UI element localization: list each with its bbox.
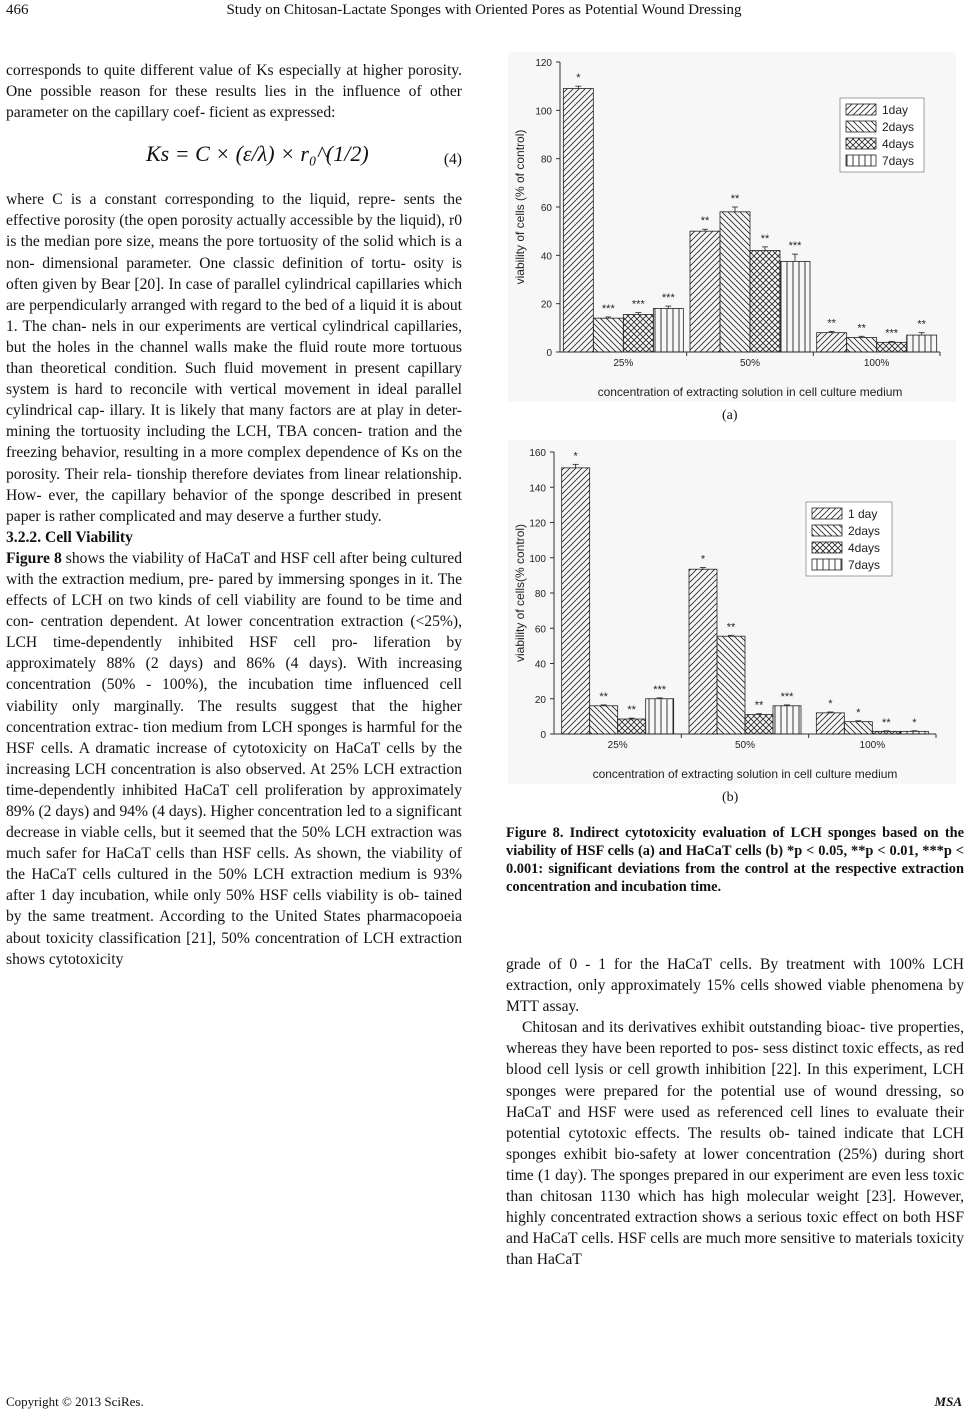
bar — [720, 212, 750, 352]
y-tick-label: 140 — [529, 483, 546, 495]
paragraph: grade of 0 - 1 for the HaCaT cells. By treatment with 100% LCH extraction, only approximately 15% cells showed viable phenomena by MTT assay. — [506, 956, 964, 1016]
significance-label: * — [573, 450, 578, 463]
significance-label: *** — [653, 683, 667, 696]
figure-8b-chart — [508, 440, 956, 784]
bar — [900, 731, 928, 734]
legend-swatch — [812, 559, 842, 570]
figure-caption: Figure 8. Indirect cytotoxicity evaluation of LCH sponges based on the viability of HSF cells (a) and HaCaT cells (b) *p < 0.05, **p < 0.01, ***p < 0.001: significant deviations from the control at the respective extraction concentration and incubation time. — [506, 825, 964, 895]
significance-label: *** — [780, 690, 794, 703]
legend-label: 1 day — [848, 507, 878, 521]
paragraph: Chitosan and its derivatives exhibit outstanding bioac- tive properties, whereas they have been reported to pos- sess distinct toxic effects, as red blood cell lysis or cell growth inhibition [22]. In this experiment, LCH sponges were prepared for the potential use of wound dressing, so HaCaT and HSF were used as referenced cell lines to evaluate their potential cytotoxic effects. The results ob- tained indicate that LCH sponges exhibit bio-safety at lower concentration (25%) during short time (1 day). The sponges prepared in our experiment are even less toxic than chitosan 1130 which has high molecular weight [23]. However, highly concentrated extraction shows a serious toxic effect on both HSF and HaCaT cells. HSF cells are much more sensitive to materials toxicity than HaCaT — [506, 1019, 964, 1269]
bar — [847, 338, 877, 353]
legend-label: 2days — [848, 524, 881, 538]
bar — [618, 719, 646, 734]
significance-label: *** — [601, 302, 615, 315]
y-tick-label: 100 — [535, 106, 552, 118]
significance-label: *** — [631, 298, 645, 311]
bar — [717, 636, 745, 734]
significance-label: * — [856, 706, 861, 719]
copyright: Copyright © 2013 SciRes. — [6, 1394, 144, 1409]
bar — [750, 251, 780, 353]
x-tick-label: 100% — [859, 740, 886, 751]
y-tick-label: 60 — [540, 203, 552, 214]
significance-label: * — [912, 716, 917, 729]
y-tick-label: 20 — [540, 299, 552, 311]
bar — [817, 333, 847, 352]
bar — [593, 318, 623, 352]
legend-swatch — [812, 525, 842, 536]
bar — [689, 569, 717, 734]
significance-label: ** — [882, 716, 891, 729]
bar — [872, 731, 900, 734]
bar — [745, 715, 773, 734]
bar — [773, 706, 801, 734]
significance-label: *** — [661, 292, 675, 305]
bar — [907, 335, 937, 352]
y-tick-label: 120 — [529, 518, 546, 530]
legend-swatch — [846, 121, 876, 132]
y-tick-label: 60 — [534, 624, 546, 636]
y-tick-label: 160 — [529, 448, 546, 459]
significance-label: ** — [827, 317, 836, 330]
significance-label: ** — [917, 318, 926, 331]
significance-label: * — [700, 553, 706, 566]
significance-label: ** — [726, 621, 736, 634]
significance-label: ** — [857, 322, 866, 335]
significance-label: ** — [754, 699, 764, 712]
x-tick-label: 25% — [613, 358, 634, 369]
legend — [840, 98, 924, 172]
y-tick-label: 40 — [540, 251, 552, 263]
significance-label: ** — [760, 232, 770, 245]
bar — [653, 309, 683, 353]
significance-label: ** — [599, 690, 608, 703]
legend-label: 4days — [882, 137, 915, 151]
legend-label: 7days — [848, 558, 881, 572]
significance-label: * — [576, 72, 581, 85]
equation-4 — [6, 123, 462, 189]
paragraph: where C is a constant corresponding to the liquid, repre- sents the effective porosity (the open porosity actually accessible by the liquid), r0 is the median pore size, means the pore tortuosity of the solid which is a non- dimensional parameter. One classic definition of tortu- osity is often given by Bear [20]. In case of parallel cylindrical capillaries which are perpendicularly arranged with regard to the bed of a liquid it is about 1. The chan- nels in our experiments are vertical cylindrical capillaries, but the holes in the channel walls make the fluid route more tortuous than theoretical condition. Such fluid movement in present capillary system is hard to reconcile with vertical movement in ideal parallel cylindrical cap- illary. It is likely that many factors are at play in deter- mining the tortuosity including the LCH, TBA concen- tration and the freezing behavior, resulting in a more complex dependence of Ks on the porosity. Their rela- tionship therefore deviates from linear relationship. How- ever, the capillary behavior of the sponge described in present paper is rather complicated and may deserve a further study. — [6, 191, 462, 525]
bar — [690, 231, 720, 352]
y-tick-label: 120 — [535, 58, 552, 69]
bar — [562, 468, 590, 734]
x-tick-label: 25% — [607, 740, 628, 751]
significance-label: *** — [885, 327, 899, 340]
x-tick-label: 100% — [863, 358, 890, 369]
significance-label: *** — [788, 240, 802, 253]
y-axis-label: viability of cells (% of control) — [513, 129, 527, 285]
bar — [816, 713, 844, 734]
journal-name: MSA — [934, 1394, 962, 1409]
figure-8a-chart — [508, 52, 956, 402]
figure-reference: Figure 8 — [6, 549, 62, 567]
legend-swatch — [846, 138, 876, 149]
bar — [780, 261, 810, 352]
paragraph: corresponds to quite different value of Ks especially at higher porosity. One possible reason for these results lies in the influence of other parameter on the capillary coef- ficient as expressed: — [6, 62, 462, 122]
subfigure-label-a: (a) — [722, 408, 738, 423]
legend-label: 4days — [848, 541, 881, 555]
legend-swatch — [812, 508, 842, 519]
y-tick-label: 80 — [540, 154, 552, 166]
y-tick-label: 0 — [546, 348, 552, 359]
section-heading: 3.2.2. Cell Viability — [6, 528, 133, 546]
legend-label: 2days — [882, 120, 915, 134]
significance-label: ** — [700, 215, 710, 228]
y-tick-label: 0 — [540, 730, 546, 741]
significance-label: ** — [730, 193, 740, 205]
subfigure-label-b: (b) — [722, 790, 739, 805]
x-tick-label: 50% — [739, 358, 761, 369]
y-tick-label: 20 — [534, 694, 546, 706]
left-column — [6, 60, 462, 970]
y-tick-label: 100 — [529, 553, 546, 565]
bar — [646, 699, 674, 734]
bar — [590, 706, 618, 734]
legend-swatch — [846, 104, 876, 115]
bar — [623, 315, 653, 352]
running-title: Study on Chitosan-Lactate Sponges with Oriented Pores as Potential Wound Dressing — [226, 2, 742, 18]
page-number: 466 — [6, 2, 29, 18]
y-tick-label: 80 — [534, 589, 546, 600]
bar — [563, 89, 593, 352]
significance-label: ** — [627, 704, 636, 717]
legend-label: 7days — [882, 154, 915, 168]
y-axis-label: viability of cells(% control) — [513, 523, 527, 663]
y-tick-label: 40 — [534, 659, 546, 671]
right-column — [506, 954, 964, 1270]
legend-label: 1day — [882, 103, 909, 117]
x-axis-label: concentration of extracting solution in cell culture medium — [597, 385, 903, 399]
significance-label: * — [828, 697, 833, 710]
legend-swatch — [812, 542, 842, 553]
page-header — [0, 0, 968, 26]
equation-expression: Ks = C × (ε/λ) × r₀^(1/2) — [146, 141, 369, 167]
equation-number: (4) — [443, 151, 462, 169]
x-tick-label: 50% — [734, 740, 756, 751]
legend-swatch — [846, 155, 876, 166]
x-axis-label: concentration of extracting solution in cell culture medium — [592, 767, 898, 781]
bar — [844, 722, 872, 734]
paragraph: Figure 8 shows the viability of HaCaT and HSF cell after being cultured with the extraction medium, pre- pared by immersing sponges in it. The effects of LCH on two kinds of cell viability are found to be time and con- centration dependent. At lower concentration extraction (<25%), LCH time-dependently inhibited HSF cell pro- liferation by approximately 88% (2 days) and 86% (4 days). With increasing concentration (50% - 100%), the incubation time influenced cell viability only marginally. The results suggest that the higher concentration extrac- tion medium from LCH sponges is harmful for the HSF cells. A dramatic increase of cytotoxicity on HaCaT cells by the increasing LCH concentration is also observed. At 25% LCH extraction time-dependently inhibited HaCaT cell proliferation by approximately 89% (2 days) and 94% (4 days). Higher concentration led to a significant decrease in viable cells, but it seemed that the 50% LCH extraction was much safer for HaCaT cells than HSF cells. As shown, the viability of the HaCaT cells cultured in the 50% LCH extraction medium is 93% after 1 day incubation, while only 50% HSF cells viability is ob- tained by the same treatment. According to the United States pharmacopoeia about toxicity classification [21], 50% concentration of LCH extraction shows cytotoxicity — [6, 549, 463, 968]
legend — [806, 502, 892, 576]
bar — [877, 342, 907, 352]
